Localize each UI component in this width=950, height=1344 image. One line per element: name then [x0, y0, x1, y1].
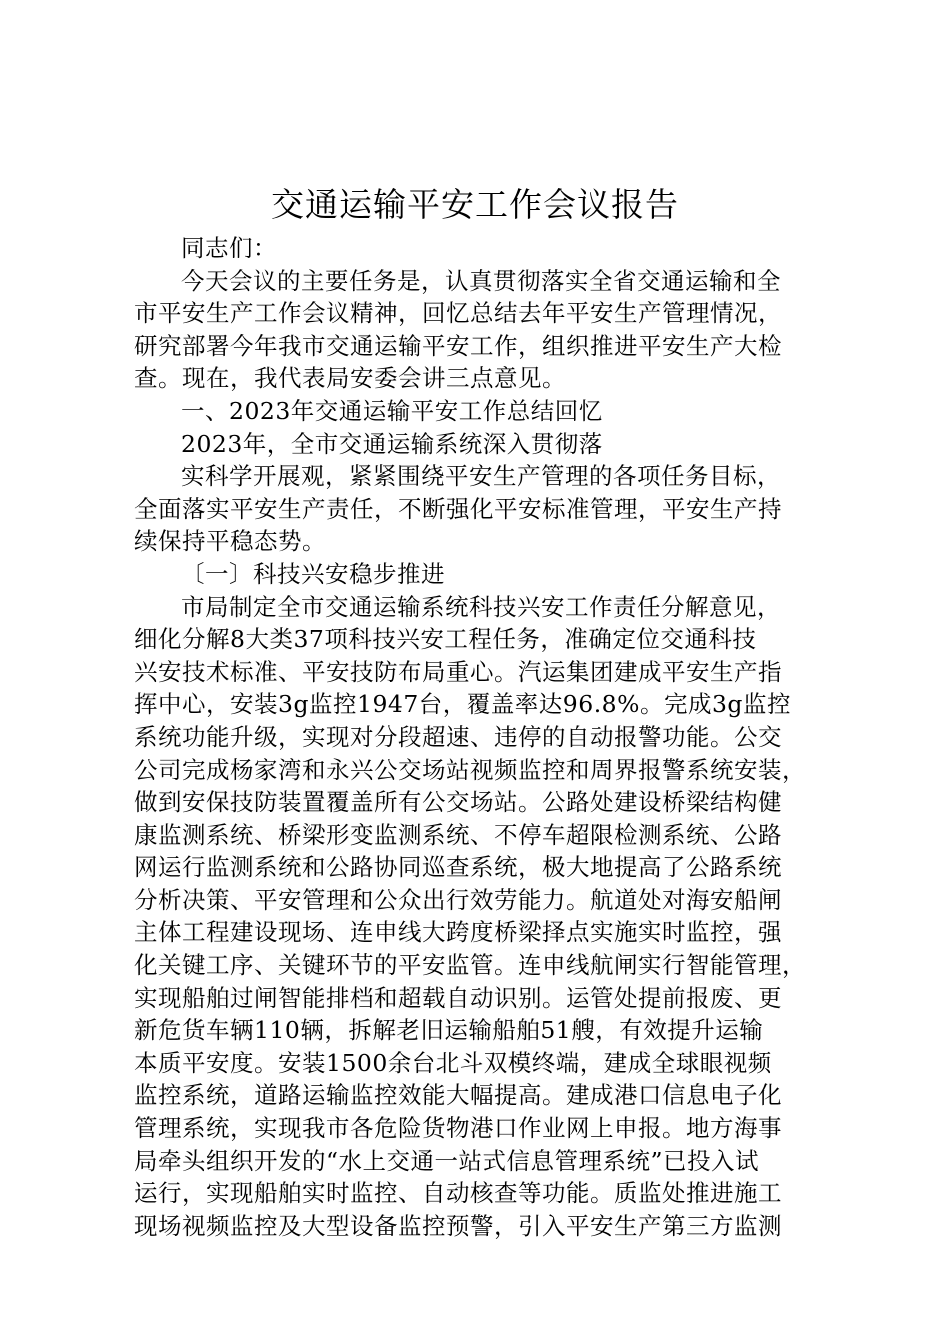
text-line: 一、2023年交通运输平安工作总结回忆	[181, 396, 603, 425]
text-line: 市局制定全市交通运输系统科技兴安工作责任分解意见，	[181, 592, 781, 621]
document-body	[134, 232, 834, 1242]
text-line: 康监测系统、桥梁形变监测系统、不停车超限检测系统、公路	[134, 820, 782, 849]
text-line: 细化分解8大类37项科技兴安工程任务，准确定位交通科技	[134, 625, 757, 654]
text-line: 〔一〕科技兴安稳步推进	[181, 559, 445, 588]
text-line: 局牵头组织开发的“水上交通一站式信息管理系统”已投入试	[134, 1146, 760, 1175]
text-line: 本质平安度。安装1500余台北斗双模终端，建成全球眼视频	[134, 1048, 772, 1077]
text-line: 同志们：	[181, 234, 277, 262]
text-line: 研究部署今年我市交通运输平安工作，组织推进平安生产大检	[134, 331, 782, 360]
text-line: 兴安技术标准、平安技防布局重心。汽运集团建成平安生产指	[134, 657, 782, 686]
text-line: 新危货车辆110辆，拆解老旧运输船舶51艘，有效提升运输	[134, 1016, 764, 1045]
text-line: 主体工程建设现场、连申线大跨度桥梁择点实施实时监控，强	[134, 918, 782, 947]
text-line: 系统功能升级，实现对分段超速、违停的自动报警功能。公交	[134, 722, 782, 751]
text-line: 2023年，全市交通运输系统深入贯彻落	[181, 429, 603, 458]
text-line: 实科学开展观，紧紧围绕平安生产管理的各项任务目标，	[181, 462, 781, 491]
text-line: 实现船舶过闸智能排档和超载自动识别。运管处提前报废、更	[134, 983, 782, 1012]
document-title: 交通运输平安工作会议报告	[271, 185, 679, 224]
text-line: 全面落实平安生产责任，不断强化平安标准管理，平安生产持	[134, 494, 782, 523]
text-line: 市平安生产工作会议精神，回忆总结去年平安生产管理情况，	[134, 299, 782, 328]
text-line: 网运行监测系统和公路协同巡查系统，极大地提高了公路系统	[134, 853, 782, 882]
text-line: 挥中心，安装3g监控1947台，覆盖率达96.8%。完成3g监控	[134, 690, 791, 719]
text-line: 公司完成杨家湾和永兴公交场站视频监控和周界报警系统安装，	[134, 755, 806, 784]
text-line: 管理系统，实现我市各危险货物港口作业网上申报。地方海事	[134, 1114, 782, 1143]
text-line: 续保持平稳态势。	[134, 527, 326, 556]
text-line: 做到安保技防装置覆盖所有公交场站。公路处建设桥梁结构健	[134, 788, 782, 817]
text-line: 分析决策、平安管理和公众出行效劳能力。航道处对海安船闸	[134, 885, 782, 914]
text-line: 今天会议的主要任务是，认真贯彻落实全省交通运输和全	[181, 266, 781, 295]
text-line: 运行，实现船舶实时监控、自动核查等功能。质监处推进施工	[134, 1179, 782, 1208]
text-line: 查。现在，我代表局安委会讲三点意见。	[134, 364, 566, 393]
text-line: 现场视频监控及大型设备监控预警，引入平安生产第三方监测	[134, 1211, 782, 1240]
text-line: 监控系统，道路运输监控效能大幅提高。建成港口信息电子化	[134, 1081, 782, 1110]
text-line: 化关键工序、关键环节的平安监管。连申线航闸实行智能管理，	[134, 951, 806, 980]
